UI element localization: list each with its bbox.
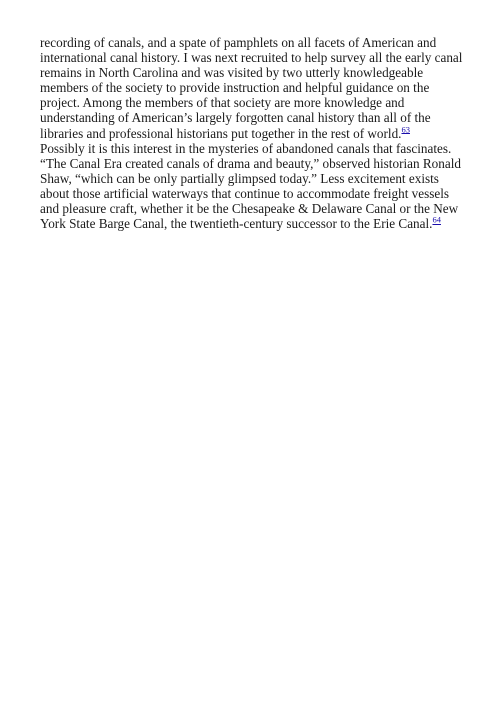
paragraph-2-text: Possibly it is this interest in the mysteries of abandoned canals that fascinates. “The Canal Era created canals of drama and beauty,” observed historian Ronald Shaw, “which can be only partially glimpsed today.” Less excitement exists about those artificial waterways that continue to accommodate freight vessels and pleasure craft, whether it be the Chesapeake & Delaware Canal or the New York State Barge Canal, the twentieth-century successor to the Erie Canal. <box>40 140 461 232</box>
paragraph-2 <box>40 141 468 232</box>
paragraph-1-text: recording of canals, and a spate of pamphlets on all facets of American and international canal history. I was next recruited to help survey all the early canal remains in North Carolina and was visited by two utterly knowledgeable members of the society to provide instruction and helpful guidance on the project. Among the members of that society are more knowledge and understanding of American’s largely forgotten canal history than all of the libraries and professional historians put together in the rest of world. <box>40 35 463 141</box>
footnote-link-63[interactable]: 63 <box>401 124 410 135</box>
paragraph-1 <box>40 35 468 141</box>
page-body <box>40 35 468 231</box>
footnote-link-64[interactable]: 64 <box>432 214 441 225</box>
